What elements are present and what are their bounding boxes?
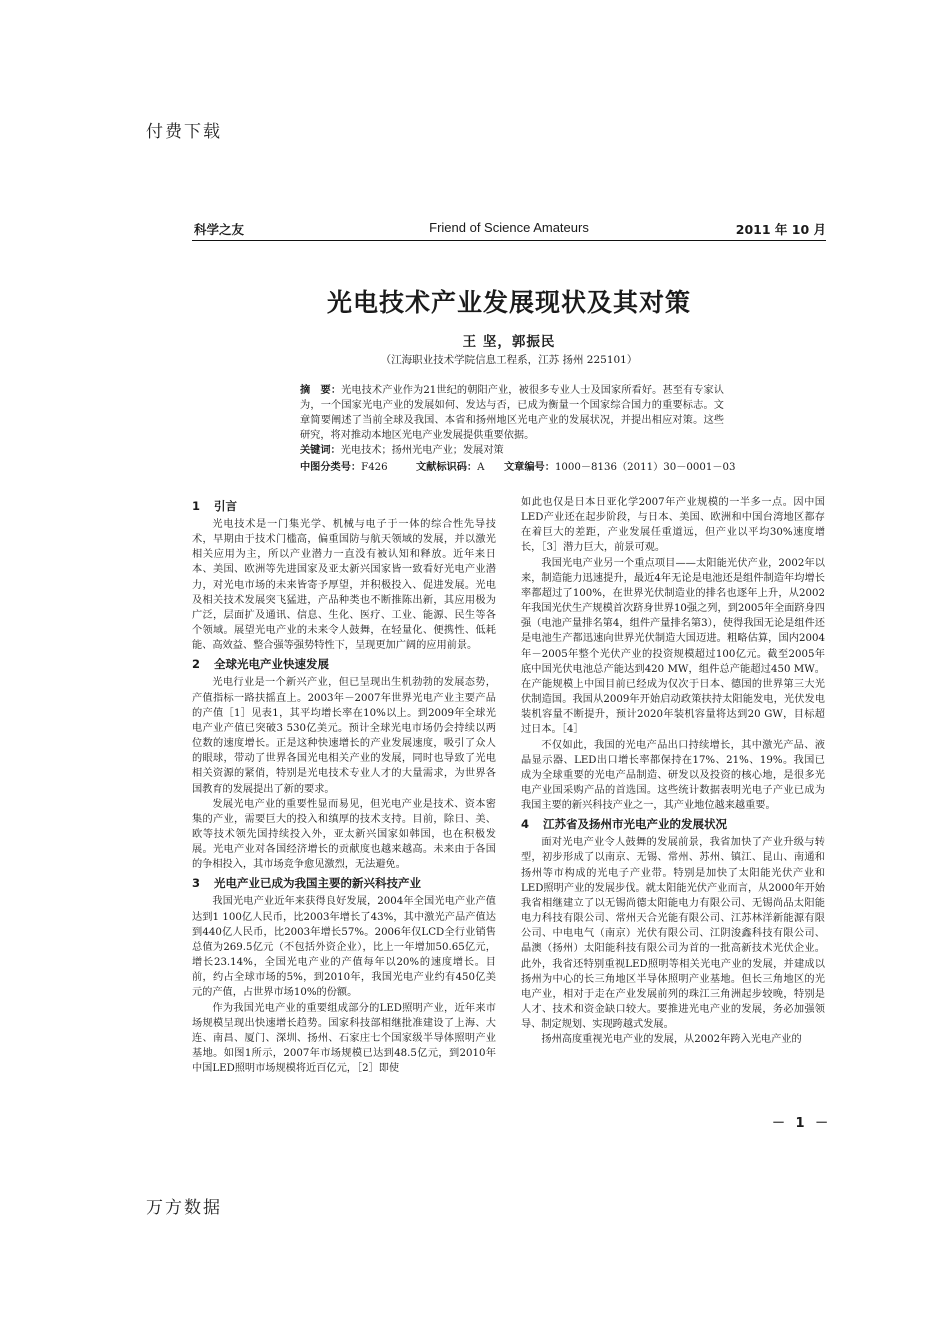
section-1-title: 引言 — [214, 499, 237, 513]
left-column — [192, 495, 496, 1076]
paragraph: 如此也仅是日本日亚化学2007年产业规模的一半多一点。因中国LED产业还在起步阶段，与日本、美国、欧洲和中国台湾地区都存在着巨大的差距，产业发展任重道远，但产业以平均30%速度增长，［3］潜力巨大，前景可观。 — [521, 497, 825, 554]
journal-name: 科学之友 — [194, 222, 245, 237]
doc-code-value: A — [477, 462, 485, 473]
running-header — [192, 218, 826, 241]
paragraph: 发展光电产业的重要性显而易见，但光电产业是技术、资本密集的产业，需要巨大的投入和缜厚的技术支持。目前，除日、美、欧等技术领先国持续投入外，亚太新兴国家如韩国，也在积极发展。光电产业对各国经济增长的贡献度也越来越高。未来由于各国的争相投入，其市场竞争愈见激烈，无法避免。 — [192, 798, 496, 871]
paragraph: 光电技术是一门集光学、机械与电子于一体的综合性先导技术，早期由于技术门槛高，偏重国防与航天领域的发展，并以激光相关应用为主，所以产业潜力一直没有被认知和释放。近年来日本、美国、欧洲等先进国家及亚太新兴国家皆一致看好光电产业潜力，对光电市场的未来皆寄予厚望，并积极投入、促进发展。光电及相关技术发展突飞猛进，产品种类也不断推陈出新，其应用极为广泛，层面扩及通讯、信息、生化、医疗、工业、能源、民生等各个领域。展望光电产业的未来令人鼓舞，在轻量化、便携性、低耗能、高效益、整合强等强势特性下，呈现更加广阔的应用前景。 — [192, 519, 496, 652]
authors: 王 坚，郭振民 — [462, 334, 556, 350]
article-title: 光电技术产业发展现状及其对策 — [326, 288, 691, 317]
section-2-heading — [192, 656, 496, 672]
clc-value: F426 — [361, 462, 388, 473]
section-4-heading — [521, 816, 825, 832]
page-number: － 1 － — [772, 1116, 832, 1131]
section-3-heading — [192, 875, 496, 891]
journal-name-en: Friend of Science Amateurs — [429, 220, 589, 235]
abstract-label: 摘 要： — [300, 385, 342, 396]
paragraph: 面对光电产业令人鼓舞的发展前景，我省加快了产业升级与转型，初步形成了以南京、无锡、常州、苏州、镇江、昆山、南通和扬州等市构成的光电子产业带。特别是加快了太阳能光伏产业和LED照明产业的发展步伐。就太阳能光伏产业而言，从2000年开始我省相继建立了以无锡尚德太阳能电力有限公司、无锡尚品太阳能电力科技有限公司、常州天合光能有限公司、江苏林洋新能源有限公司、中电电气（南京）光伏有限公司、江阴浚鑫科技有限公司、晶澳（扬州）太阳能科技有限公司为首的一批高新技术光伏企业。此外，我省还特别重视LED照明等相关光电产业的发展，并建成以扬州为中心的长三角地区半导体照明产业基地。但长三角地区的光电产业，相对于走在产业发展前列的珠江三角洲起步较晚，特别是人才、技术和资金缺口较大。要推进光电产业的发展，务必加强领导、制定规划、实现跨越式发展。 — [521, 837, 825, 1031]
article-no — [504, 458, 736, 473]
watermark-top: 付费下载 — [146, 122, 222, 142]
section-1-number: 1 — [192, 499, 201, 513]
section-4-number: 4 — [521, 817, 530, 832]
affiliation: （江海职业技术学院信息工程系，江苏 扬州 225101） — [380, 354, 638, 366]
paragraph: 我国光电产业近年来获得良好发展，2004年全国光电产业产值达到1 100亿人民币，比2003年增长了43%，其中激光产品产值达到440亿人民币，比2003年增长57%。2006年仅LCD全行业销售总值为269.5亿元（不包括外资企业），比上一年增加50.65亿元，增长23.14%，全国光电产业的产值每年以20%的速度增长。目前，约占全球市场的5%，到2010年，我国光电产业约有450亿美元的产值，占世界市场10%的份额。 — [192, 896, 496, 999]
keywords-text: 光电技术；扬州光电产业；发展对策 — [340, 445, 504, 456]
abstract — [300, 383, 724, 443]
paragraph: 扬州高度重视光电产业的发展，从2002年跨入光电产业的 — [541, 1034, 802, 1046]
section-3-title: 光电产业已成为我国主要的新兴科技产业 — [214, 876, 421, 891]
section-4-title: 江苏省及扬州市光电产业的发展状况 — [543, 817, 727, 832]
paragraph: 作为我国光电产业的重要组成部分的LED照明产业，近年来市场规模呈现出快速增长趋势。国家科技部相继批准建设了上海、大连、南昌、厦门、深圳、扬州、石家庄七个国家级半导体照明产业基地。如图1所示，2007年市场规模已达到48.5亿元，到2010年中国LED照明市场规模将近百亿元，［2］即使 — [192, 1002, 496, 1075]
paragraph: 光电行业是一个新兴产业，但已呈现出生机勃勃的发展态势，产值指标一路扶摇直上。2003年－2007年世界光电产业主要产品的产值［1］见表1，其平均增长率在10%以上。到2009年全球光电产业产值已突破3 530亿美元。预计全球光电市场仍会持续以两位数的速度增长。正是这种快速增长的产业发展速度，吸引了众人的眼球，带动了世界各国光电相关产业的发展，同时也导致了光电相关资源的紧俏，特别是光电技术专业人才的大量需求，为世界各国教育的发展提出了新的要求。 — [192, 677, 496, 795]
clc — [300, 458, 388, 473]
keywords-label: 关键词： — [300, 445, 341, 456]
keywords — [300, 443, 724, 458]
section-3-number: 3 — [192, 876, 201, 891]
section-2-title: 全球光电产业快速发展 — [214, 657, 329, 672]
watermark-bottom: 万方数据 — [146, 1198, 222, 1218]
paragraph: 不仅如此，我国的光电产品出口持续增长，其中激光产品、液晶显示器、LED出口增长率都保持在17%、21%、19%。我国已成为全球重要的光电产品制造、研发以及投资的核心地，是很多光电产业国采购产品的首选国。这些统计数据表明光电子产业已成为我国主要的新兴科技产业之一，其产业地位越来越重要。 — [521, 739, 825, 812]
doc-code — [416, 458, 484, 473]
article-no-label: 文章编号： — [504, 461, 555, 473]
paragraph: 我国光电产业另一个重点项目——太阳能光伏产业，2002年以来，制造能力迅速提升，最近4年无论是电池还是组件制造年均增长率都超过了100%，在世界光伏制造业的排名也逐年上升，从2002年我国光伏生产规模首次跻身世界10强之列，到2005年全面跻身四强（电池产量排名第4，组件产量排名第3），使得我国无论是组件还是电池生产都迅速向世界光伏制造大国迈进。粗略估算，国内2004年－2005年整个光伏产业的投资规模超过100亿元。截至2005年底中国光伏电池总产能达到420 MW，组件总产能超过450 MW。在产能规模上中国目前已经成为仅次于日本、德国的世界第三大光伏制造国。我国从2009年开始启动政策扶持太阳能发电，光伏发电装机容量不断提升，预计2020年装机容量将达到20 GW，目标超过日本。［4］ — [521, 557, 825, 736]
article-no-value: 1000－8136（2011）30－0001－03 — [554, 462, 736, 473]
abstract-block — [300, 383, 724, 458]
right-column — [521, 495, 825, 1047]
abstract-text: 光电技术产业作为21世纪的朝阳产业，被很多专业人士及国家所看好。甚至有专家认为，一个国家光电产业的发展如何、发达与否，已成为衡量一个国家综合国力的重要标志。文章简要阐述了当前全球及我国、本省和扬州地区光电产业的发展状况，并提出相应对策。这些研究，将对推动本地区光电产业发展提供重要依据。 — [300, 385, 724, 441]
issue-date: 2011 年 10 月 — [735, 222, 826, 237]
clc-label: 中图分类号： — [300, 461, 362, 473]
section-2-number: 2 — [192, 657, 201, 672]
doc-code-label: 文献标识码： — [416, 461, 478, 473]
section-1-heading — [192, 498, 496, 514]
